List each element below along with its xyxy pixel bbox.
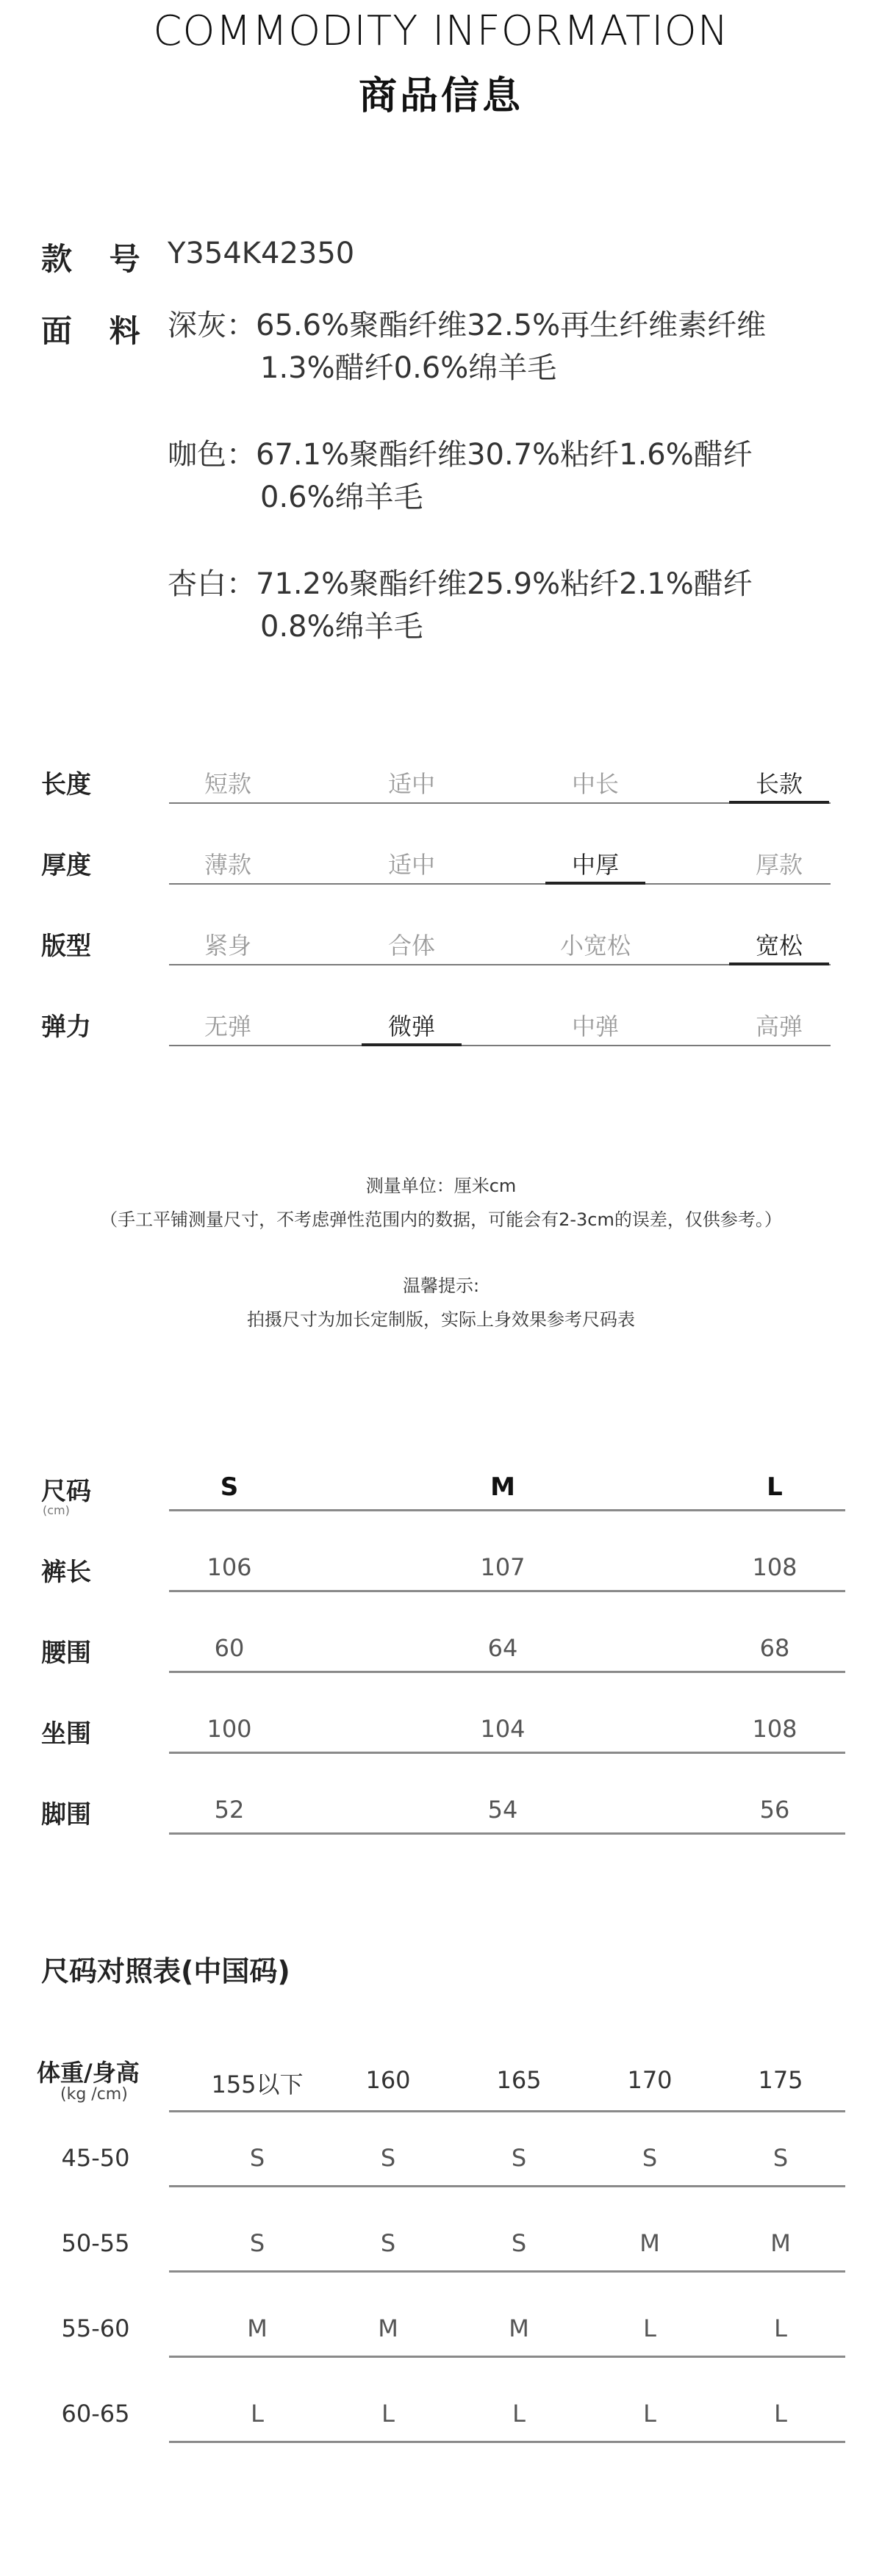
- compare-cell: L: [774, 2314, 787, 2342]
- compare-row-divider: [169, 2356, 845, 2358]
- attribute-scale-line: [169, 883, 831, 885]
- style-number-label: 款 号: [41, 241, 154, 277]
- compare-cell: M: [639, 2229, 660, 2257]
- compare-cell: L: [643, 2400, 656, 2428]
- size-row-label: 腰围: [41, 1638, 91, 1668]
- attribute-label: 长度: [41, 770, 91, 799]
- attribute-selected-underline: [729, 801, 829, 804]
- compare-header-label: 体重/身高: [37, 2059, 140, 2087]
- size-cell: 106: [207, 1553, 252, 1581]
- compare-cell: L: [643, 2314, 656, 2342]
- attribute-selected-underline: [729, 963, 829, 965]
- attribute-label: 厚度: [41, 851, 91, 880]
- size-cell: 64: [487, 1634, 518, 1662]
- size-cell: 54: [487, 1796, 518, 1824]
- size-cell: 56: [759, 1796, 790, 1824]
- material-composition: 67.1%聚酯纤维30.7%粘纤1.6%醋纤: [256, 438, 753, 472]
- attribute-option: 适中: [387, 770, 435, 798]
- attribute-option: 中弹: [571, 1012, 619, 1040]
- size-row-divider: [169, 1509, 845, 1511]
- material-coffee: [168, 433, 753, 519]
- attribute-option: 小宽松: [559, 932, 631, 960]
- compare-weight-label: 55-60: [61, 2314, 130, 2342]
- material-composition: 1.3%醋纤0.6%绵羊毛: [260, 351, 557, 385]
- compare-cell: S: [772, 2144, 789, 2172]
- size-cell: 60: [214, 1634, 245, 1662]
- material-composition: 65.6%聚酯纤维32.5%再生纤维素纤维: [256, 309, 767, 342]
- compare-row-divider: [169, 2110, 845, 2112]
- tip-title: 温馨提示:: [402, 1276, 480, 1296]
- compare-cell: S: [380, 2229, 396, 2257]
- compare-cell: L: [512, 2400, 526, 2428]
- compare-cell: S: [511, 2144, 527, 2172]
- page-title-cn: 商品信息: [358, 74, 523, 118]
- size-row-label: 脚围: [41, 1800, 91, 1830]
- tip-text: 拍摄尺寸为加长定制版，实际上身效果参考尺码表: [247, 1309, 635, 1330]
- compare-row-divider: [169, 2185, 845, 2187]
- compare-height-header: 175: [758, 2066, 803, 2094]
- size-cell: 100: [207, 1715, 252, 1743]
- material-dark-gray: [168, 304, 766, 389]
- style-number-value: Y354K42350: [168, 237, 355, 270]
- compare-cell: L: [251, 2400, 264, 2428]
- attribute-label: 弹力: [41, 1012, 91, 1042]
- size-column-header: S: [220, 1472, 239, 1502]
- material-color-label: 杏白：: [168, 567, 256, 601]
- compare-height-header: 170: [627, 2066, 673, 2094]
- material-color-label: 咖色：: [168, 438, 256, 472]
- attribute-option: 宽松: [755, 932, 803, 960]
- attribute-option: 中厚: [571, 851, 619, 879]
- attribute-label: 版型: [41, 932, 91, 961]
- measure-disclaimer: （手工平铺测量尺寸，不考虑弹性范围内的数据，可能会有2-3cm的误差，仅供参考。）: [100, 1209, 782, 1230]
- attribute-option: 紧身: [204, 932, 251, 960]
- attribute-option: 适中: [387, 851, 435, 879]
- size-row-divider: [169, 1832, 845, 1835]
- size-cell: 52: [214, 1796, 245, 1824]
- compare-cell: L: [381, 2400, 395, 2428]
- material-composition: 0.8%绵羊毛: [260, 610, 423, 644]
- compare-weight-label: 45-50: [61, 2144, 130, 2172]
- attribute-option: 长款: [755, 770, 803, 798]
- material-apricot-white: [168, 563, 753, 648]
- attribute-option: 短款: [204, 770, 251, 798]
- attribute-option: 厚款: [755, 851, 803, 879]
- attribute-selected-underline: [362, 1043, 462, 1046]
- size-row-label: 坐围: [41, 1719, 91, 1749]
- material-color-label: 深灰：: [168, 309, 256, 342]
- attribute-option: 中长: [571, 770, 619, 798]
- attribute-option: 薄款: [204, 851, 251, 879]
- size-cell: 104: [480, 1715, 526, 1743]
- size-cell: 68: [759, 1634, 790, 1662]
- compare-cell: L: [774, 2400, 787, 2428]
- size-unit: (cm): [43, 1503, 70, 1517]
- attribute-scale-line: [169, 1045, 831, 1046]
- compare-cell: S: [249, 2229, 265, 2257]
- compare-height-header: 160: [365, 2066, 411, 2094]
- compare-row-divider: [169, 2270, 845, 2273]
- size-row-label: 裤长: [41, 1558, 91, 1587]
- compare-header-unit: (kg /cm): [60, 2085, 128, 2104]
- compare-height-header: 155以下: [211, 2070, 304, 2098]
- attribute-option: 高弹: [755, 1012, 803, 1040]
- attribute-option: 无弹: [204, 1012, 251, 1040]
- size-row-divider: [169, 1590, 845, 1592]
- compare-weight-label: 50-55: [61, 2229, 130, 2257]
- fabric-label: 面 料: [41, 313, 154, 349]
- size-row-divider: [169, 1671, 845, 1673]
- size-cell: 107: [480, 1553, 526, 1581]
- attribute-option: 合体: [387, 932, 435, 960]
- size-cell: 108: [752, 1715, 797, 1743]
- compare-cell: S: [511, 2229, 527, 2257]
- attribute-selected-underline: [545, 882, 645, 885]
- compare-cell: S: [380, 2144, 396, 2172]
- material-composition: 71.2%聚酯纤维25.9%粘纤2.1%醋纤: [256, 567, 753, 601]
- size-row-divider: [169, 1752, 845, 1754]
- size-column-header: L: [767, 1472, 783, 1502]
- size-header-label: 尺码: [41, 1477, 91, 1506]
- measure-unit-note: 测量单位：厘米cm: [365, 1176, 517, 1196]
- compare-cell: M: [509, 2314, 529, 2342]
- compare-cell: M: [247, 2314, 268, 2342]
- size-cell: 108: [752, 1553, 797, 1581]
- size-compare-title: 尺码对照表(中国码): [41, 1955, 290, 1987]
- compare-cell: M: [770, 2229, 791, 2257]
- compare-weight-label: 60-65: [61, 2400, 130, 2428]
- compare-cell: S: [642, 2144, 658, 2172]
- compare-cell: M: [378, 2314, 398, 2342]
- compare-row-divider: [169, 2441, 845, 2443]
- attribute-option: 微弹: [387, 1012, 435, 1040]
- compare-height-header: 165: [496, 2066, 542, 2094]
- size-column-header: M: [490, 1472, 515, 1502]
- page-title-en: COMMODITY INFORMATION: [153, 7, 729, 55]
- compare-cell: S: [249, 2144, 265, 2172]
- material-composition: 0.6%绵羊毛: [260, 481, 423, 514]
